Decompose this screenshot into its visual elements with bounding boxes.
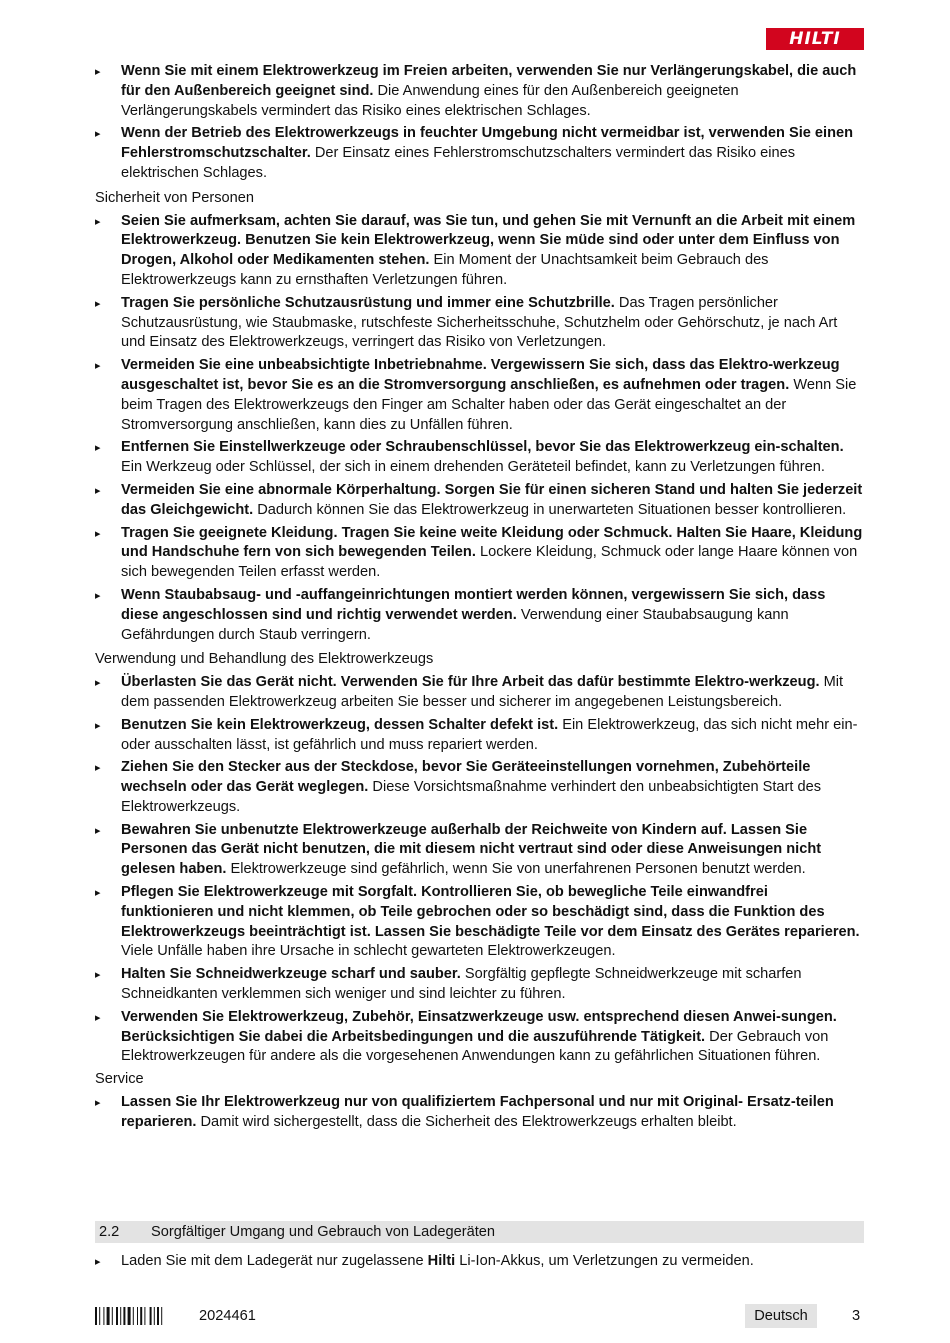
bullet-text: Damit wird sichergestellt, dass die Sicherheit des Elektrowerkzeugs erhalten bleibt.	[196, 1113, 737, 1130]
bullet-item	[95, 124, 864, 183]
bullet-bold-text: Vermeiden Sie eine abnormale Körperhaltung. Sorgen Sie für einen sicheren Stand und halten Sie jederzeit das Gleichgewicht.	[121, 481, 863, 518]
brand-name: Hilti	[427, 1253, 456, 1269]
bullet-text: Dadurch können Sie das Elektrowerkzeug in unerwarteten Situationen besser kontrollieren.	[253, 501, 847, 518]
bullet-item	[95, 883, 864, 962]
section-heading-verwendung: Verwendung und Behandlung des Elektrowerkzeugs	[95, 651, 434, 668]
bullet-item	[95, 821, 864, 880]
intro-list	[95, 62, 864, 184]
bullet-item	[95, 1008, 864, 1067]
bullet-item	[95, 438, 864, 478]
verwendung-list	[95, 673, 864, 1067]
barcode-bar	[128, 1307, 131, 1325]
bullet-item	[95, 212, 864, 291]
bullet-bold-text: Verwenden Sie Elektrowerkzeug, Zubehör, Einsatzwerkzeuge usw. entsprechend diesen Anwei-sungen. Berücksichtigen Sie dabei die Arbeitsbedingungen und die auszuführende Tätigkeit.	[121, 1008, 837, 1045]
bullet-item	[95, 673, 864, 713]
bullet-item	[95, 1252, 864, 1272]
personen-list	[95, 212, 864, 646]
bullet-bold-text: Bewahren Sie unbenutzte Elektrowerkzeuge außerhalb der Reichweite von Kindern auf. Lassen Sie Personen das Gerät nicht benutzen, die mit diesem nicht vertraut sind oder diese Anweisungen nicht gelesen haben.	[121, 821, 822, 878]
bullet-item	[95, 965, 864, 1005]
bullet-text: Sorgfältig gepflegte Schneidwerkzeuge mit scharfen Schneidkanten verklemmen sich weniger und sind leichter zu führen.	[121, 966, 802, 1003]
hilti-logo: HILTI	[766, 28, 864, 50]
bullet-text: Das Tragen persönlicher Schutzausrüstung, wie Staubmaske, rutschfeste Sicherheitsschuhe, Schutzhelm oder Gehörschutz, je nach Art und Einsatz des Elektrowerkzeugs, verringert das Risiko von Verletzungen.	[121, 294, 838, 351]
barcode-bar	[133, 1307, 134, 1325]
barcode-bar	[157, 1307, 159, 1325]
language-label: Deutsch	[745, 1304, 817, 1328]
bullet-text: Elektrowerkzeuge sind gefährlich, wenn Sie von unerfahrenen Personen benutzt werden.	[226, 861, 806, 878]
bullet-text: Viele Unfälle haben ihre Ursache in schlecht gewarteten Elektrowerkzeugen.	[121, 943, 616, 960]
bullet-text: Ein Elektrowerkzeug, das sich nicht mehr ein- oder ausschalten lässt, ist gefährlich und muss repariert werden.	[121, 716, 858, 753]
bullet-text: Verwendung einer Staubabsaugung kann Gefährdungen durch Staub verringern.	[121, 606, 789, 643]
barcode-bar	[154, 1307, 155, 1325]
bullet-text: Lockere Kleidung, Schmuck oder lange Haare können von sich bewegenden Teilen erfasst werden.	[121, 544, 858, 581]
bullet-pre: Laden Sie mit dem Ladegerät nur zugelassene	[121, 1253, 428, 1269]
barcode-bar	[99, 1307, 100, 1325]
barcode-bar	[144, 1307, 145, 1325]
bullet-text: Die Anwendung eines für den Außenbereich geeigneten Verlängerungskabels vermindert das Risiko eines elektrischen Schlages.	[121, 82, 739, 119]
bullet-text: Wenn Sie beim Tragen des Elektrowerkzeugs den Finger am Schalter haben oder das Gerät eingeschaltet an der Stromversorgung anschließen, kann dies zu Unfällen führen.	[121, 376, 857, 433]
section-heading-personen: Sicherheit von Personen	[95, 189, 255, 206]
bullet-bold-text: Wenn Staubabsaug- und -auffangeinrichtungen montiert werden können, vergewissern Sie sich, dass diese angeschlossen sind und richtig verwendet werden.	[121, 586, 826, 623]
bullet-bold-text: Wenn Sie mit einem Elektrowerkzeug im Freien arbeiten, verwenden Sie nur Verlängerungskabel, die auch für den Außenbereich geeignet sind.	[121, 63, 857, 99]
chapter-heading	[95, 1221, 864, 1243]
bullet-text: Der Einsatz eines Fehlerstromschutzschalters vermindert das Risiko eines elektrischen Schlages.	[121, 145, 796, 181]
bullet-text: Ein Moment der Unachtsamkeit beim Gebrauch des Elektrowerkzeugs kann zu ernsthaften Verletzungen führen.	[121, 252, 769, 288]
bullet-text: Diese Vorsichtsmaßnahme verhindert den unbeabsichtigten Start des Elektrowerkzeugs.	[121, 779, 822, 815]
bullet-text: Ein Werkzeug oder Schlüssel, der sich in einem drehenden Geräteteil befindet, kann zu Verletzungen führen.	[121, 459, 825, 476]
bullet-bold-text: Tragen Sie persönliche Schutzausrüstung und immer eine Schutzbrille.	[121, 294, 615, 311]
bullet-bold-text: Vermeiden Sie eine unbeabsichtigte Inbetriebnahme. Vergewissern Sie sich, dass das Elektro-werkzeug ausgeschaltet ist, bevor Sie es an die Stromversorgung anschließen, es aufnehmen oder tragen.	[121, 357, 840, 393]
bullet-bold-text: Halten Sie Schneidwerkzeuge scharf und sauber.	[121, 966, 461, 983]
bullet-bold-text: Tragen Sie geeignete Kleidung. Tragen Sie keine weite Kleidung oder Schmuck. Halten Sie Haare, Kleidung und Handschuhe fern von sich bewegenden Teilen.	[121, 524, 863, 561]
chapter-list	[95, 1252, 864, 1275]
bullet-item	[95, 716, 864, 756]
bullet-item	[95, 356, 864, 435]
bullet-bold-text: Ziehen Sie den Stecker aus der Steckdose, bevor Sie Geräteeinstellungen vornehmen, Zubehörteile wechseln oder das Gerät weglegen.	[121, 759, 811, 796]
bullet-text: Mit dem passenden Elektrowerkzeug arbeiten Sie besser und sicherer im angegebenen Leistungsbereich.	[121, 674, 844, 710]
bullet-bold-text: Seien Sie aufmerksam, achten Sie darauf, was Sie tun, und gehen Sie mit Vernunft an die Arbeit mit einem Elektrowerkzeug. Benutzen Sie kein Elektrowerkzeug, wenn Sie müde sind oder unter dem Einfluss von Drogen, Alkohol oder Medikamenten stehen.	[121, 212, 856, 269]
bullet-bold-text: Überlasten Sie das Gerät nicht. Verwenden Sie für Ihre Arbeit das dafür bestimmte Elektro-werkzeug.	[121, 674, 820, 691]
barcode-bar	[103, 1307, 104, 1325]
barcode-bar	[140, 1307, 142, 1325]
barcode-bar	[150, 1307, 152, 1325]
barcode-image	[95, 1307, 179, 1325]
chapter-title: Sorgfältiger Umgang und Gebrauch von Ladegeräten	[151, 1224, 495, 1240]
barcode-bar	[120, 1307, 121, 1325]
barcode-bar	[95, 1307, 97, 1325]
bullet-bold-text: Pflegen Sie Elektrowerkzeuge mit Sorgfalt. Kontrollieren Sie, ob bewegliche Teile einwandfrei funktionieren und nicht klemmen, ob Teile gebrochen oder so beschädigt sind, dass die Funktion des Elektrowerkzeugs beeinträchtigt ist. Lassen Sie beschädigte Teile vor dem Einsatz des Gerätes reparieren.	[121, 884, 860, 940]
bullet-bold-text: Wenn der Betrieb des Elektrowerkzeugs in feuchter Umgebung nicht vermeidbar ist, verwenden Sie einen Fehlerstromschutzschalter.	[121, 125, 854, 162]
bullet-item	[95, 294, 864, 353]
bullet-item	[95, 62, 864, 121]
barcode-bar	[116, 1307, 118, 1325]
barcode-bar	[112, 1307, 113, 1325]
barcode-bar	[161, 1307, 162, 1325]
barcode-bar	[107, 1307, 110, 1325]
service-list	[95, 1093, 864, 1133]
bullet-item	[95, 524, 864, 583]
bullet-item	[95, 586, 864, 645]
chapter-number: 2.2	[99, 1224, 120, 1240]
bullet-item	[95, 758, 864, 817]
barcode-bar	[137, 1307, 138, 1325]
page-number: 3	[852, 1308, 861, 1324]
bullet-item	[95, 1093, 864, 1133]
bullet-bold-text: Lassen Sie Ihr Elektrowerkzeug nur von qualifiziertem Fachpersonal und nur mit Original- Ersatz-teilen reparieren.	[121, 1094, 834, 1130]
barcode-bar	[123, 1307, 125, 1325]
bullet-bold-text: Benutzen Sie kein Elektrowerkzeug, dessen Schalter defekt ist.	[121, 716, 559, 733]
document-number: 2024461	[199, 1308, 256, 1324]
section-heading-service: Service	[95, 1071, 144, 1088]
bullet-item	[95, 481, 864, 521]
bullet-bold-text: Entfernen Sie Einstellwerkzeuge oder Schraubenschlüssel, bevor Sie das Elektrowerkzeug ein-schalten.	[121, 439, 844, 456]
main-content	[95, 62, 864, 1136]
bullet-post: Li-Ion-Akkus, um Verletzungen zu vermeiden.	[455, 1253, 754, 1269]
bullet-text: Der Gebrauch von Elektrowerkzeugen für andere als die vorgesehenen Anwendungen kann zu gefährlichen Situationen führen.	[121, 1028, 829, 1065]
